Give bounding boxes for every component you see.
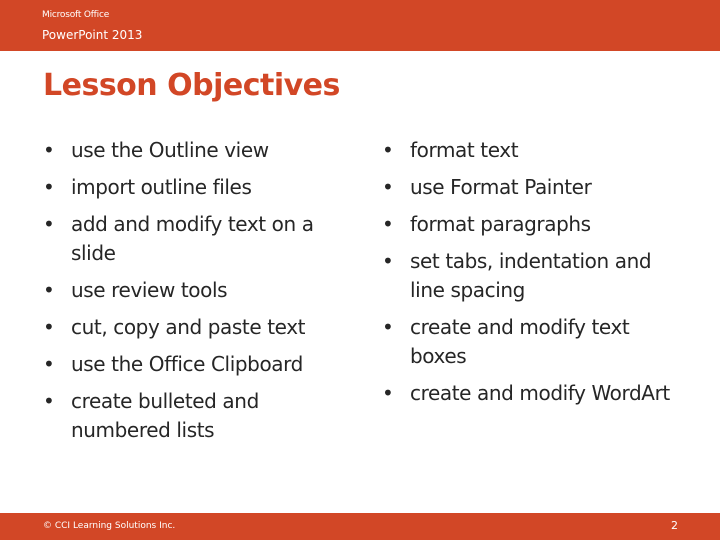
bullet-icon: • <box>382 175 394 199</box>
objective-text: format paragraphs <box>410 212 591 236</box>
objective-item <box>382 313 682 371</box>
bullet-icon: • <box>382 381 394 405</box>
objective-text: use review tools <box>71 278 228 302</box>
objective-text: use Format Painter <box>410 175 592 199</box>
bullet-icon: • <box>43 212 55 236</box>
bullet-icon: • <box>43 315 55 339</box>
page-number: 2 <box>671 519 678 532</box>
objective-item <box>382 379 682 408</box>
objective-text: cut, copy and paste text <box>71 315 306 339</box>
objective-item <box>382 136 682 165</box>
objective-text: add and modify text on a slide <box>71 212 314 265</box>
bullet-icon: • <box>382 138 394 162</box>
objectives-list-right <box>382 136 682 416</box>
objective-text: use the Office Clipboard <box>71 352 303 376</box>
objective-item <box>43 136 343 165</box>
objective-item <box>43 350 343 379</box>
objective-item <box>43 173 343 202</box>
objective-item <box>43 210 343 268</box>
bullet-icon: • <box>43 389 55 413</box>
objectives-list-left <box>43 136 343 453</box>
bullet-icon: • <box>43 138 55 162</box>
slide-title: Lesson Objectives <box>43 68 340 103</box>
footer-bar <box>0 513 720 540</box>
bullet-icon: • <box>43 175 55 199</box>
objective-item <box>382 173 682 202</box>
objective-text: create and modify text boxes <box>410 315 630 368</box>
objective-text: format text <box>410 138 519 162</box>
header-brand: Microsoft Office <box>42 10 110 20</box>
objective-item <box>382 210 682 239</box>
objective-item <box>382 247 682 305</box>
objective-text: set tabs, indentation and line spacing <box>410 249 652 302</box>
header-bar <box>0 0 720 51</box>
objective-item <box>43 313 343 342</box>
objective-text: use the Outline view <box>71 138 269 162</box>
bullet-icon: • <box>382 212 394 236</box>
bullet-icon: • <box>382 315 394 339</box>
header-product-name: PowerPoint 2013 <box>42 28 143 42</box>
footer-copyright: © CCI Learning Solutions Inc. <box>43 521 176 531</box>
objective-text: create and modify WordArt <box>410 381 670 405</box>
objective-text: create bulleted and numbered lists <box>71 389 259 442</box>
objective-item <box>43 387 343 445</box>
objective-item <box>43 276 343 305</box>
bullet-icon: • <box>43 352 55 376</box>
bullet-icon: • <box>382 249 394 273</box>
bullet-icon: • <box>43 278 55 302</box>
objective-text: import outline files <box>71 175 252 199</box>
